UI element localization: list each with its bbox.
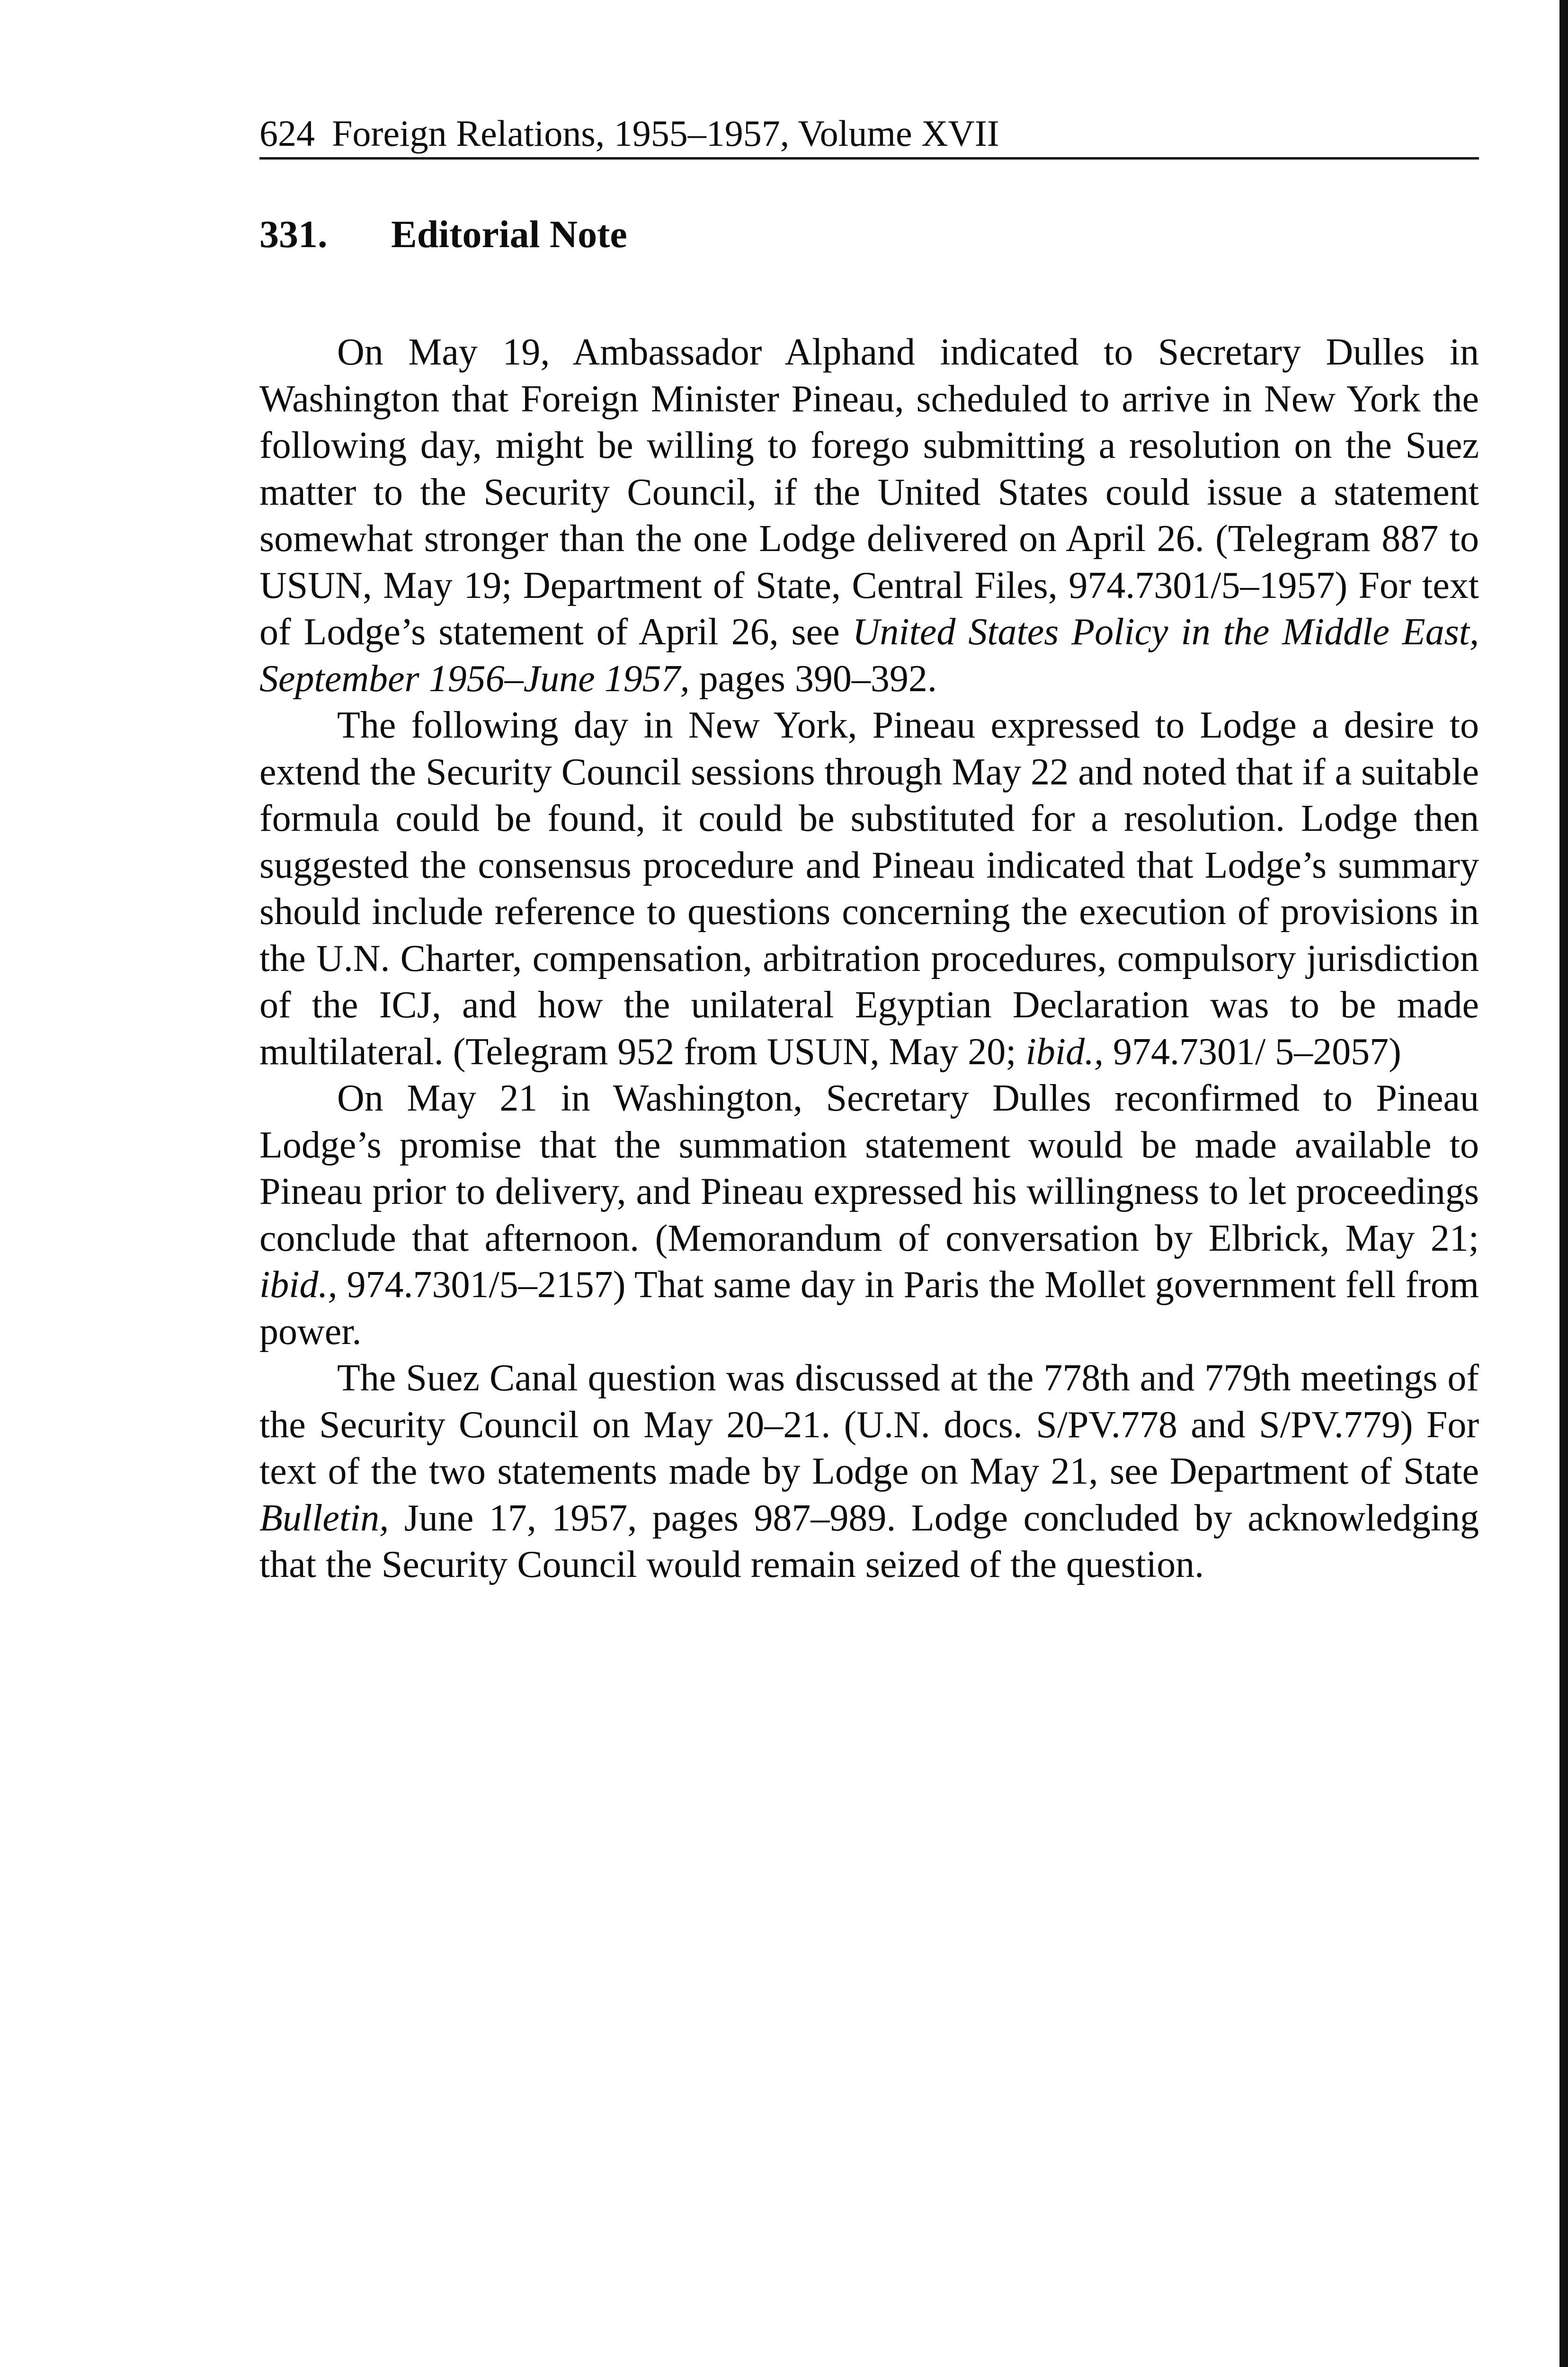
publication-title: Bulletin, [259,1497,389,1539]
publication-title: United States Policy in the Middle East, September 1956–June 1957, [259,611,1479,700]
scan-edge [1559,0,1568,2367]
page-number: 624 [259,113,315,154]
document-number: 331. [259,213,328,256]
document-heading [259,208,627,260]
paragraph-1 [259,329,1479,702]
paragraph-text: 974.7301/ 5–2057) [1103,1031,1401,1073]
paragraph-text: The Suez Canal question was discussed at the 778th and 779th meetings of the Security Council on May 20–21. (U.N. docs. S/PV.778 and S/PV.779) For text of the two statements made by Lodge on May 21, see Department of State [259,1357,1479,1492]
paragraph-text: pages 390–392. [689,658,937,700]
body-text [259,329,1479,1588]
paragraph-3 [259,1075,1479,1355]
running-title: Foreign Relations, 1955–1957, Volume XVII [332,113,999,154]
ibid-reference: ibid., [1025,1031,1104,1073]
running-header [259,110,1479,160]
document-title: Editorial Note [391,213,627,256]
paragraph-4 [259,1355,1479,1588]
paragraph-2 [259,702,1479,1075]
paragraph-text: June 17, 1957, pages 987–989. Lodge concluded by acknowledging that the Security Council would remain seized of the question. [259,1497,1479,1585]
paragraph-text: The following day in New York, Pineau expressed to Lodge a desire to extend the Security Council sessions through May 22 and noted that if a suitable formula could be found, it could be substituted for a resolution. Lodge then suggested the consensus procedure and Pineau indicated that Lodge’s summary should include reference to questions concerning the execution of provisions in the U.N. Charter, compensation, arbitration procedures, compulsory jurisdiction of the ICJ, and how the unilateral Egyptian Declaration was to be made multilateral. (Telegram 952 from USUN, May 20; [259,704,1479,1073]
ibid-reference: ibid., [259,1264,338,1306]
paragraph-text: On May 21 in Washington, Secretary Dulles reconfirmed to Pineau Lodge’s promise that the summation statement would be made available to Pineau prior to delivery, and Pineau expressed his willingness to let proceedings conclude that afternoon. (Memorandum of conversation by Elbrick, May 21; [259,1077,1479,1259]
paragraph-text: 974.7301/5–2157) That same day in Paris the Mollet government fell from power. [259,1264,1479,1353]
paragraph-text: On May 19, Ambassador Alphand indicated to Secretary Dulles in Washington that Foreign Minister Pineau, scheduled to arrive in New York the following day, might be willing to forego submitting a resolution on the Suez matter to the Security Council, if the United States could issue a statement somewhat stronger than the one Lodge delivered on April 26. (Telegram 887 to USUN, May 19; Department of State, Central Files, 974.7301/5–1957) For text of Lodge’s statement of April 26, see [259,331,1479,653]
